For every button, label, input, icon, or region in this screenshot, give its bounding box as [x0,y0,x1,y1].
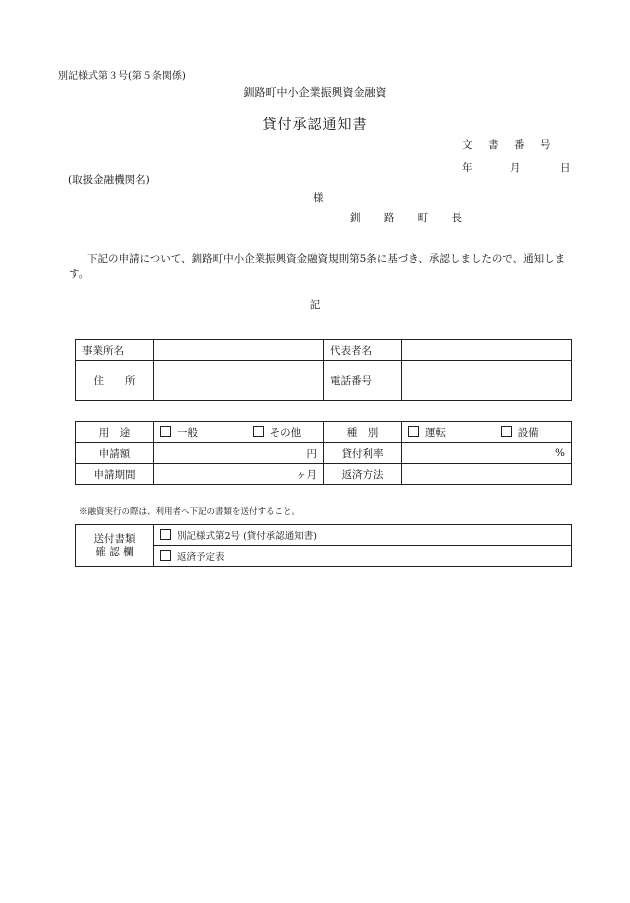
repayment-field[interactable] [402,464,572,485]
purpose-general-checkbox[interactable] [160,426,171,437]
program-name: 釧路町中小企業振興資金融資 [243,86,387,99]
amount-field[interactable] [154,443,324,464]
amount-label: 申請額 [76,443,154,464]
type-equipment-label: 設備 [517,426,539,439]
rate-label: 貸付利率 [324,443,402,464]
document-item-2-checkbox[interactable] [160,550,171,561]
representative-label: 代表者名 [324,340,402,361]
purpose-label: 用 途 [76,422,154,443]
purpose-general-label: 一般 [177,426,198,439]
type-label: 種 別 [324,422,402,443]
address-label: 住 所 [76,361,154,401]
honorific: 様 [313,192,324,204]
documents-header-line1: 送付書類 [93,532,136,545]
docnum-char-1: 文 [462,139,473,151]
loan-table [75,421,572,485]
document-item-1 [154,525,572,546]
documents-header [76,525,154,567]
document-item-2-label: 返済予定表 [177,552,225,563]
document-item-1-label: 別記様式第2号 (貸付承認通知書) [177,531,317,542]
docnum-char-4: 号 [540,139,551,151]
month-label: 月 [510,162,521,174]
institution-name-label: (取扱金融機関名) [68,174,150,186]
document-item-2 [154,546,572,567]
period-field[interactable] [154,464,324,485]
body-text: 下記の申請について、釧路町中小企業振興資金融資規則第5条に基づき、承認しましたので、通知します。 [69,253,566,280]
form-number: 別記様式第３号(第５条関係) [58,71,186,82]
ki-heading: 記 [309,299,321,311]
applicant-table [75,339,572,401]
document-title: 貸付承認通知書 [262,117,368,133]
day-label: 日 [560,162,571,174]
repayment-label: 返済方法 [324,464,402,485]
documents-table [75,524,572,567]
period-unit: ヶ月 [296,468,317,481]
issuer-name: 釧 路 町 長 [350,212,473,224]
period-label: 申請期間 [76,464,154,485]
docnum-char-3: 番 [514,139,525,151]
representative-field[interactable] [402,340,572,361]
year-label: 年 [462,162,473,174]
type-operating-label: 運転 [425,426,446,439]
business-name-field[interactable] [154,340,324,361]
rate-unit: % [555,447,565,459]
document-item-1-checkbox[interactable] [160,529,171,540]
document-number-label [462,137,566,152]
purpose-other-checkbox[interactable] [253,426,264,437]
documents-header-line2: 確 認 欄 [95,545,134,558]
purpose-other-label: その他 [269,426,302,439]
date-label [462,160,571,175]
type-options [402,422,572,443]
note-text: ※融資実行の際は、利用者へ下記の書類を送付すること。 [79,507,301,517]
phone-field[interactable] [402,361,572,401]
business-name-label: 事業所名 [76,340,154,361]
docnum-char-2: 書 [488,139,499,151]
address-field[interactable] [154,361,324,401]
phone-label: 電話番号 [324,361,402,401]
amount-unit: 円 [306,447,317,460]
rate-field[interactable] [402,443,572,464]
type-operating-checkbox[interactable] [408,426,419,437]
purpose-options [154,422,324,443]
type-equipment-checkbox[interactable] [501,426,512,437]
